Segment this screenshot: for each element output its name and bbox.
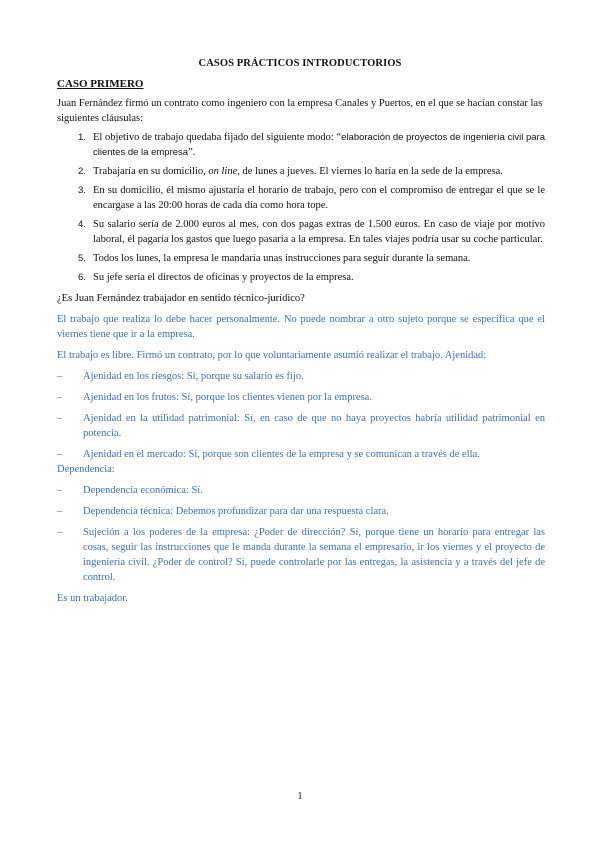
clause-item [57,251,545,266]
clause-number: 6. [78,272,86,283]
clause-item [57,164,545,179]
clause-number: 5. [78,253,86,264]
case-heading: CASO PRIMERO [57,78,144,90]
clause-text: Su salario sería de 2.000 euros al mes, con dos pagas extras de 1.500 euros. En caso de viaje por motivo laboral, él pagaría los gastos que luego pasaría a la empresa. En tales viajes podría usar su coche particular. [93,219,545,245]
clause-item [57,130,545,160]
clause-number: 2. [78,166,86,177]
list-item [57,369,545,384]
list-item [57,525,545,585]
list-item-text: Ajenidad en la utilidad patrimonial: Sí, en caso de que no haya proyectos habría utilidad patrimonial en potencia. [83,413,545,439]
page-number: 1 [297,791,303,802]
clause-text: En su domicilio, él mismo ajustaría el horario de trabajo, pero con el compromiso de entregar el que se le encargase a las 20:00 horas de cada día como hora tope. [93,185,545,211]
ajenidad-list [57,369,545,462]
document-title: CASOS PRÁCTICOS INTRODUCTORIOS [198,58,402,69]
clause-number: 1. [78,132,86,143]
clause-number: 3. [78,185,86,196]
dash-bullet: – [57,485,63,496]
list-item [57,390,545,405]
dash-bullet: – [57,527,63,538]
list-item-text: Ajenidad en los frutos: Sí, porque los clientes vienen por la empresa. [83,392,372,403]
dash-bullet: – [57,449,63,460]
intro-paragraph: Juan Fernández firmó un contrato como ingeniero con la empresa Canales y Puertos, en el que se hacían constar las siguientes cláusulas: [57,98,543,124]
list-item-text: Sujeción a los poderes de la empresa: ¿Poder de dirección? Sí, porque tiene un horario para entregar las cosas, seguir las instrucciones que le manda durante la semana el empresario, ir los viernes y el proyecto de ingeniería civil. ¿Poder de control? Sí, puede controlarle por las entregas, la asistencia y a través del jefe de control. [83,527,545,583]
list-item-text: Ajenidad en el mercado: Sí, porque son clientes de la empresa y se comunican a través de ella. [83,449,480,460]
clause-text-end: , de lunes a jueves. El viernes lo haría en la sede de la empresa. [237,166,503,177]
list-item [57,504,545,519]
clause-item [57,183,545,213]
clause-italic: on line [208,166,238,177]
document-body [57,96,545,606]
clause-text: Todos los lunes, la empresa le mandaría unas instrucciones para seguir durante la semana. [93,253,471,264]
question-paragraph: ¿Es Juan Fernández trabajador en sentido técnico-jurídico? [57,293,305,304]
clause-text: Trabajaría en su domicilio, [93,166,209,177]
dependencia-label: Dependencia: [57,464,115,475]
list-item-text: Dependencia técnica: Debemos profundizar para dar una respuesta clara. [83,506,389,517]
answer-paragraph: El trabajo que realiza lo debe hacer personalmente. No puede nombrar a otro sujeto porque se especifica que el viernes tiene que ir a la empresa. [57,314,545,340]
list-item-text: Dependencia económica: Sí. [83,485,203,496]
clause-text: El objetivo de trabajo quedaba fijado del siguiente modo: “ [93,132,342,143]
clauses-list [57,130,545,285]
conclusion-paragraph: Es un trabajador. [57,593,128,604]
clause-text-end: ”. [188,147,196,158]
dependencia-list [57,483,545,585]
list-item [57,447,545,462]
clause-quote: elaboración de proyectos de ingeniería civil para clientes de la empresa [93,132,545,158]
list-item [57,483,545,498]
dash-bullet: – [57,371,63,382]
clause-number: 4. [78,219,86,230]
clause-text: Su jefe sería el directos de oficinas y proyectos de la empresa. [93,272,354,283]
dash-bullet: – [57,413,63,424]
clause-item [57,217,545,247]
dash-bullet: – [57,392,63,403]
clause-item [57,270,545,285]
list-item [57,411,545,441]
dash-bullet: – [57,506,63,517]
list-item-text: Ajenidad en los riesgos: Sí, porque su salario es fijo. [83,371,304,382]
answer-paragraph: El trabajo es libre. Firmó un contrato, por lo que voluntariamente asumió realizar el trabajo. Ajenidad: [57,350,487,361]
